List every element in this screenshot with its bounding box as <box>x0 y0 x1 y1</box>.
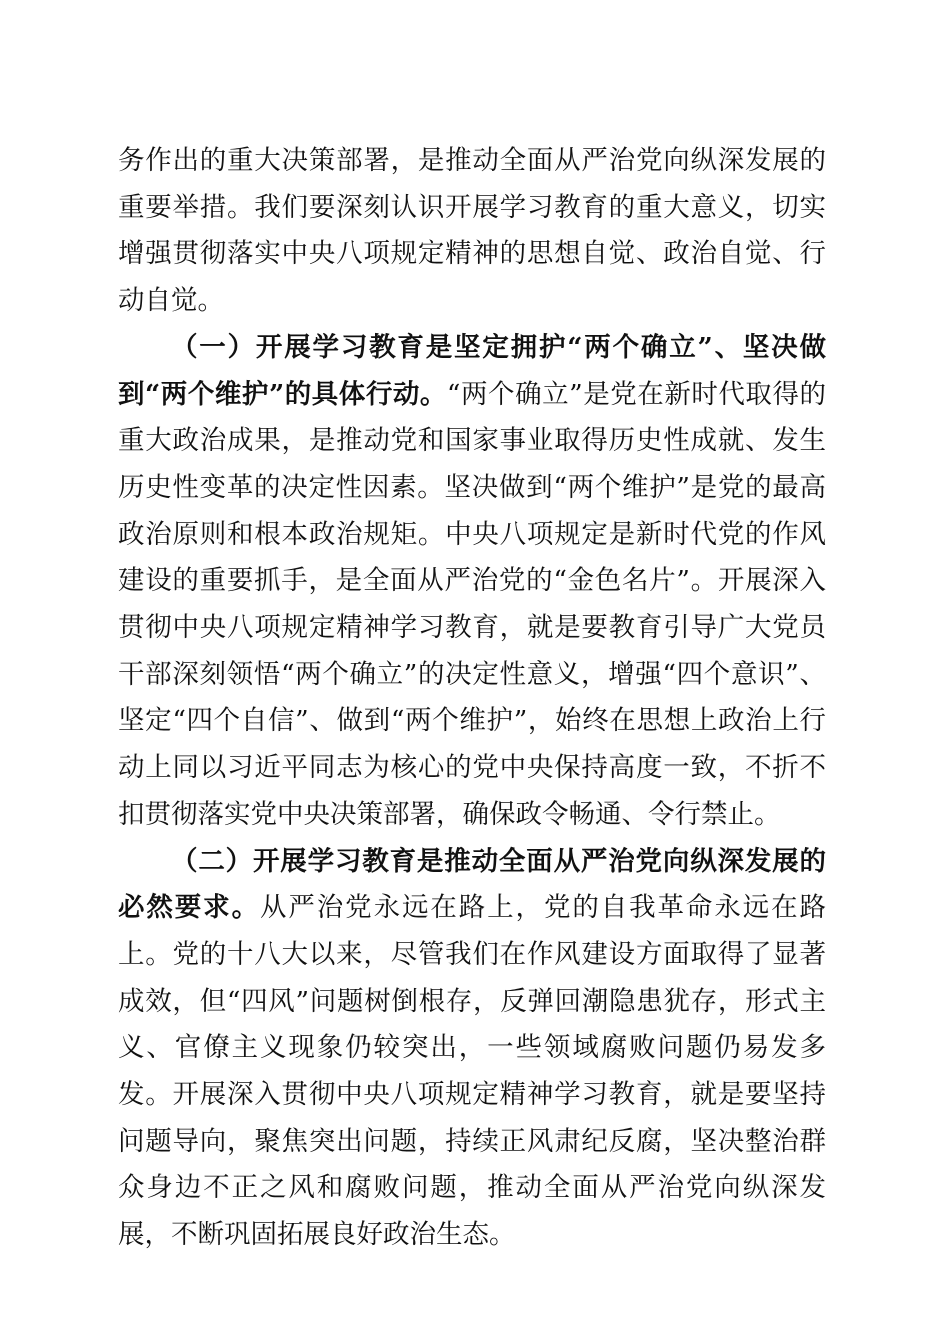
paragraph-text: 务作出的重大决策部署，是推动全面从严治党向纵深发展的重要举措。我们要深刻认识开展学习教育的重大意义，切实增强贯彻落实中央八项规定精神的思想自觉、政治自觉、行动自觉。 <box>118 145 826 317</box>
document-body <box>118 138 826 1259</box>
paragraph-continued <box>118 138 826 325</box>
paragraph-section-one <box>118 325 826 839</box>
section-two-heading: （二）开展学习教育是推动全面从严治党向纵深发展的必然要求。 <box>118 845 826 924</box>
paragraph-text: 从严治党永远在路上，党的自我革命永远在路上。党的十八大以来，尽管我们在作风建设方面取得了显著成效，但“四风”问题树倒根存，反弹回潮隐患犹存，形式主义、官僚主义现象仍较突出，一些领域腐败问题仍易发多发。开展深入贯彻中央八项规定精神学习教育，就是要坚持问题导向，聚焦突出问题，持续正风肃纪反腐，坚决整治群众身边不正之风和腐败问题，推动全面从严治党向纵深发展，不断巩固拓展良好政治生态。 <box>118 892 827 1251</box>
paragraph-section-two <box>118 839 826 1259</box>
paragraph-text: “两个确立”是党在新时代取得的重大政治成果，是推动党和国家事业取得历史性成就、发生历史性变革的决定性因素。坚决做到“两个维护”是党的最高政治原则和根本政治规矩。中央八项规定是新时代党的作风建设的重要抓手，是全面从严治党的“金色名片”。开展深入贯彻中央八项规定精神学习教育，就是要教育引导广大党员干部深刻领悟“两个确立”的决定性意义，增强“四个意识”、坚定“四个自信”、做到“两个维护”，始终在思想上政治上行动上同以习近平同志为核心的党中央保持高度一致，不折不扣贯彻落实党中央决策部署，确保政令畅通、令行禁止。 <box>118 378 826 830</box>
section-one-heading: （一）开展学习教育是坚定拥护“两个确立”、坚决做到“两个维护”的具体行动。 <box>118 331 826 410</box>
